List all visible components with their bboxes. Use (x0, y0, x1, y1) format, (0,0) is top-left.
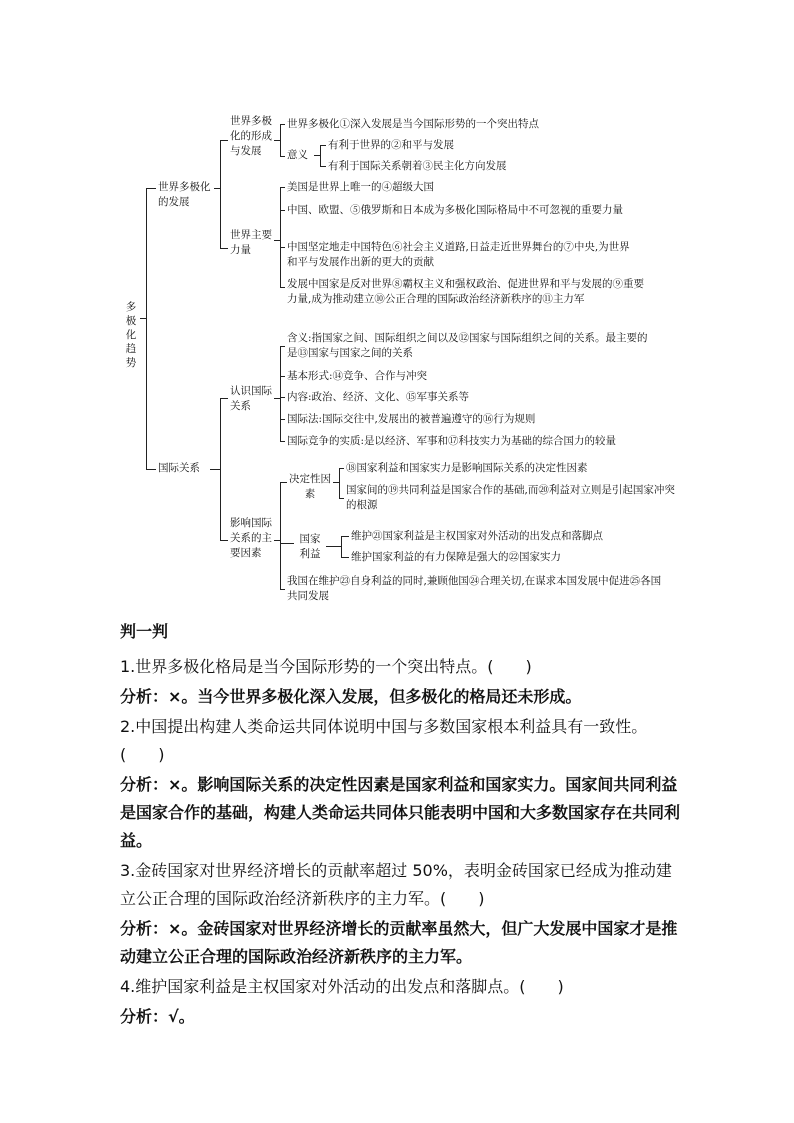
connector (146, 188, 156, 189)
connector (339, 468, 344, 469)
question-1: 1.世界多极化格局是当今国际形势的一个突出特点。( ) (120, 657, 532, 676)
node-multipolar-development: 世界多极化的发展 (158, 181, 211, 208)
leaf-c5: 国际竞争的实质:是以经济、军事和⑰科技实力为基础的综合国力的较量 (287, 435, 617, 447)
node-major-forces: 世界主要力量 (230, 229, 272, 256)
question-2: 2.中国提出构建人类命运共同体说明中国与多数国家根本利益具有一致性。( ) (120, 717, 648, 764)
analysis-4: 分析：√。 (120, 1007, 195, 1026)
bracket-understand (280, 346, 281, 441)
connector (320, 166, 326, 167)
connector (274, 140, 280, 141)
connector (280, 397, 285, 398)
connector (274, 398, 280, 399)
question-3: 3.金砖国家对世界经济增长的贡献率超过 50%，表明金砖国家已经成为推动建立公正合理的国际政治经济新秩序的主力军。( ) (120, 861, 672, 908)
leaf-d3: 维护㉑国家利益是主权国家对外活动的出发点和落脚点 (351, 530, 603, 542)
bracket-decisive (339, 468, 340, 498)
connector (220, 140, 228, 141)
connector (214, 188, 220, 189)
connector (280, 543, 294, 544)
connector (280, 187, 285, 188)
connector (146, 469, 156, 470)
node-decisive-factors: 决定性因素 (289, 473, 331, 500)
question-4: 4.维护国家利益是主权国家对外活动的出发点和落脚点。( ) (120, 977, 564, 996)
leaf-a3: 有利于国际关系朝着③民主化方向发展 (328, 160, 507, 172)
analysis-3: 分析：×。金砖国家对世界经济增长的贡献率虽然大，但广大发展中国家才是推动建立公正合理的国际政治经济新秩序的主力军。 (120, 919, 678, 966)
judgement-section (120, 620, 680, 1033)
connector (274, 540, 280, 541)
connector (280, 247, 285, 248)
root-node: 多极化趋势 (125, 301, 137, 369)
leaf-c4: 国际法:国际交往中,发展出的被普遍遵守的⑯行为规则 (287, 413, 536, 425)
connector (280, 482, 287, 483)
leaf-a1: 世界多极化①深入发展是当今国际形势的一个突出特点 (287, 118, 539, 130)
leaf-c1: 含义:指国家之间、国际组织之间以及⑫国家与国际组织之间的关系。最主要的是⑬国家与国家之间的关系 (287, 332, 648, 359)
connector (220, 540, 228, 541)
leaf-c3: 内容:政治、经济、文化、⑮军事关系等 (287, 391, 470, 403)
node-international-relations: 国际关系 (158, 462, 200, 474)
node-meaning: 意义 (287, 149, 308, 161)
bracket-root (146, 188, 147, 469)
node-influencing-factors: 影响国际关系的主要因素 (230, 517, 272, 559)
bracket-formation (280, 124, 281, 156)
analysis-2: 分析：×。影响国际关系的决定性因素是国家利益和国家实力。国家间共同利益是国家合作的基础，构建人类命运共同体只能表明中国和大多数国家存在共同利益。 (120, 775, 681, 850)
connector (280, 156, 285, 157)
bracket-forces (280, 187, 281, 287)
connector (341, 536, 349, 537)
connector (274, 240, 280, 241)
connector (339, 498, 344, 499)
bracket-meaning (320, 145, 321, 166)
leaf-a2: 有利于世界的②和平与发展 (328, 139, 454, 151)
leaf-d1: ⑱国家利益和国家实力是影响国际关系的决定性因素 (346, 462, 588, 474)
bracket-l1b (220, 398, 221, 540)
node-understand-relations: 认识国际关系 (230, 385, 272, 412)
connector (280, 589, 285, 590)
section-heading: 判一判 (120, 622, 169, 641)
connector (314, 155, 320, 156)
leaf-d5: 我国在维护㉓自身利益的同时,兼顾他国㉔合理关切,在谋求本国发展中促进㉕各国共同发展 (287, 575, 662, 602)
analysis-1: 分析：×。当今世界多极化深入发展，但多极化的格局还未形成。 (120, 687, 582, 706)
connector (280, 419, 285, 420)
connector (341, 557, 349, 558)
connector (280, 287, 285, 288)
leaf-d4: 维护国家利益的有力保障是强大的㉒国家实力 (351, 551, 561, 563)
connector (210, 469, 220, 470)
node-national-interest: 国家利益 (299, 533, 321, 560)
connector (280, 441, 285, 442)
bracket-interest (341, 536, 342, 557)
connector (280, 210, 285, 211)
leaf-b2: 中国、欧盟、⑤俄罗斯和日本成为多极化国际格局中不可忽视的重要力量 (287, 204, 623, 216)
connector (320, 145, 326, 146)
node-formation: 世界多极化的形成与发展 (230, 115, 272, 157)
connector (220, 398, 228, 399)
leaf-d2: 国家间的⑲共同利益是国家合作的基础,而⑳利益对立则是引起国家冲突的根源 (346, 484, 675, 511)
connector (280, 346, 285, 347)
bracket-l1a (220, 140, 221, 248)
leaf-b1: 美国是世界上唯一的④超级大国 (287, 181, 434, 193)
leaf-b4: 发展中国家是反对世界⑧霸权主义和强权政治、促进世界和平与发展的⑨重要力量,成为推动建立⑩公正合理的国际政治经济新秩序的⑪主力军 (287, 278, 644, 305)
connector (220, 248, 228, 249)
connector (280, 124, 285, 125)
connector (140, 318, 146, 319)
connector (333, 482, 339, 483)
connector (326, 546, 341, 547)
leaf-b3: 中国坚定地走中国特色⑥社会主义道路,日益走近世界舞台的⑦中央,为世界和平与发展作出新的更大的贡献 (287, 241, 630, 268)
connector (280, 376, 285, 377)
leaf-c2: 基本形式:⑭竞争、合作与冲突 (287, 370, 428, 382)
bracket-factors (280, 482, 281, 589)
